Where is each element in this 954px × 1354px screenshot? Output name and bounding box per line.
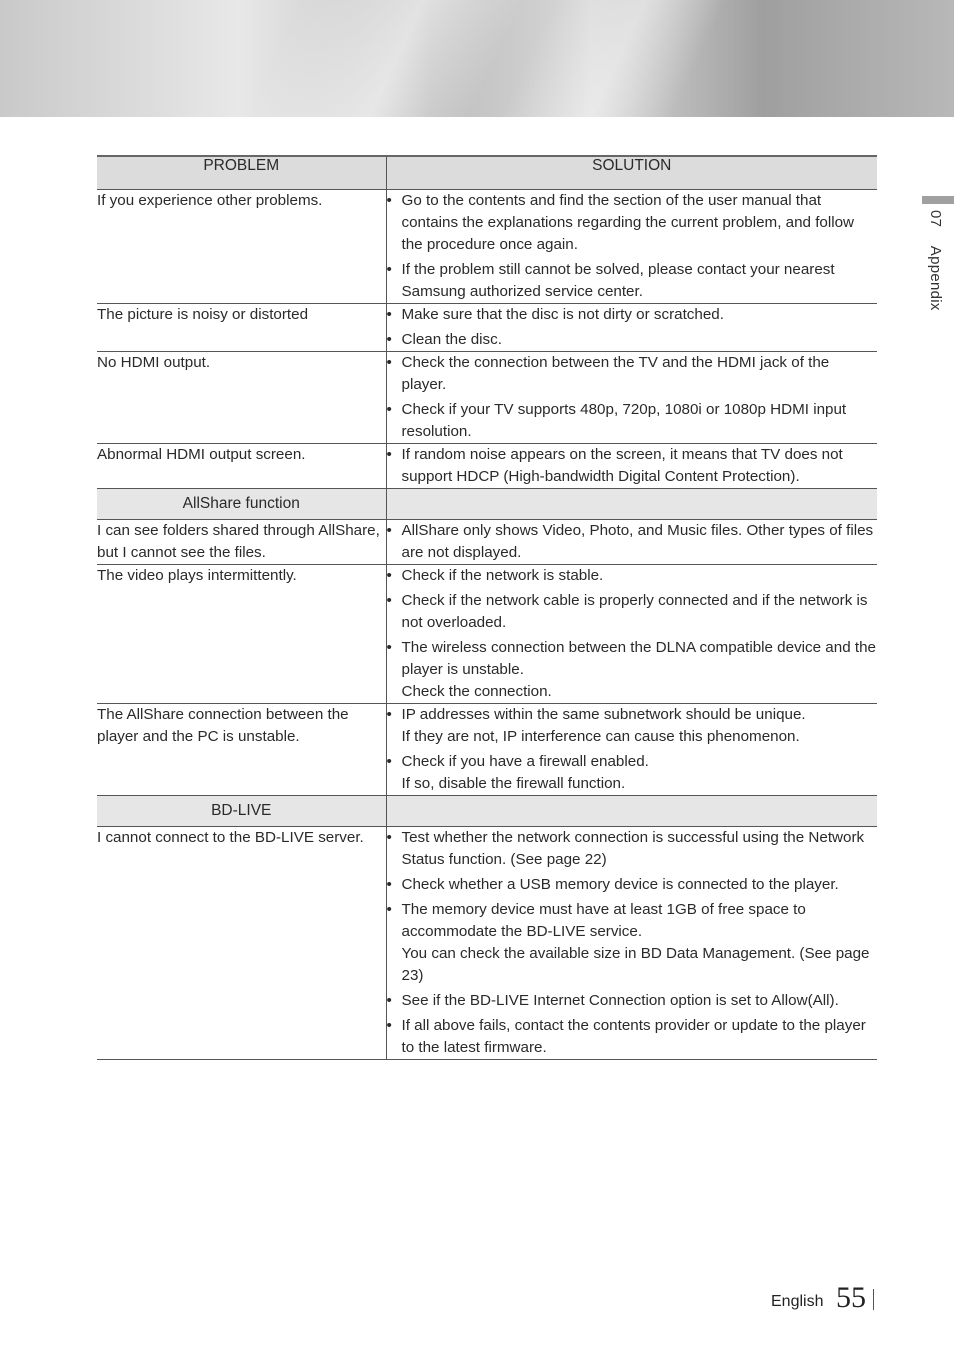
solution-item	[387, 399, 878, 443]
solution-cell	[386, 190, 877, 304]
solution-text: Check the connection.	[401, 683, 552, 700]
table-row	[97, 565, 877, 704]
solution-item	[387, 565, 878, 587]
solution-item	[387, 874, 878, 896]
solution-text: • Check if you have a firewall enabled.	[401, 753, 649, 770]
solution-cell	[386, 827, 877, 1060]
problem-cell: I can see folders shared through AllShare, but I cannot see the files.	[97, 520, 386, 565]
solution-cell	[386, 444, 877, 489]
problem-cell: The video plays intermittently.	[97, 565, 386, 704]
solution-item	[387, 304, 878, 326]
solution-item	[387, 899, 878, 987]
table-row	[97, 520, 877, 565]
solution-text: If they are not, IP interference can cause this phenomenon.	[401, 728, 800, 745]
solution-text: • IP addresses within the same subnetwork should be unique.	[401, 706, 806, 723]
side-tab-label: Appendix	[927, 245, 944, 311]
solution-item	[387, 704, 878, 748]
column-header-solution: SOLUTION	[386, 156, 877, 190]
problem-cell: I cannot connect to the BD-LIVE server.	[97, 827, 386, 1060]
solution-text: • Clean the disc.	[401, 331, 502, 348]
footer-language: English	[771, 1293, 824, 1310]
solution-text: • Check whether a USB memory device is connected to the player.	[401, 876, 839, 893]
header-banner	[0, 0, 954, 117]
solution-text: • If random noise appears on the screen, it means that TV does not support HDCP (High-bandwidth Digital Content Protection).	[401, 446, 843, 485]
solution-cell	[386, 520, 877, 565]
side-tab-marker	[922, 196, 954, 204]
footer-divider	[873, 1289, 874, 1310]
solution-cell	[386, 704, 877, 796]
solution-list	[387, 827, 878, 1059]
table-row	[97, 444, 877, 489]
solution-text: • Check if the network is stable.	[401, 567, 604, 584]
table-row	[97, 704, 877, 796]
solution-list	[387, 190, 878, 303]
section-header-row	[97, 796, 877, 827]
troubleshooting-table	[97, 155, 877, 1060]
solution-list	[387, 304, 878, 351]
section-title: BD-LIVE	[97, 796, 386, 827]
column-header-problem: PROBLEM	[97, 156, 386, 190]
table-row	[97, 304, 877, 352]
solution-text: • If all above fails, contact the contents provider or update to the player to the latest firmware.	[401, 1017, 866, 1056]
solution-list	[387, 352, 878, 443]
table-row	[97, 352, 877, 444]
solution-item	[387, 352, 878, 396]
solution-text: • Check the connection between the TV and the HDMI jack of the player.	[401, 354, 830, 393]
solution-text: • If the problem still cannot be solved, please contact your nearest Samsung authorized service center.	[401, 261, 835, 300]
solution-text: • Check if the network cable is properly connected and if the network is not overloaded.	[401, 592, 868, 631]
problem-cell: The AllShare connection between the player and the PC is unstable.	[97, 704, 386, 796]
solution-text: • The wireless connection between the DLNA compatible device and the player is unstable.	[401, 639, 876, 678]
solution-cell	[386, 565, 877, 704]
problem-cell: The picture is noisy or distorted	[97, 304, 386, 352]
solution-text: • Make sure that the disc is not dirty or scratched.	[401, 306, 724, 323]
problem-cell: Abnormal HDMI output screen.	[97, 444, 386, 489]
table-body	[97, 190, 877, 1060]
solution-list	[387, 444, 878, 488]
solution-item	[387, 827, 878, 871]
solution-list	[387, 704, 878, 795]
solution-text: • Go to the contents and find the section of the user manual that contains the explanations regarding the current problem, and follow the procedure once again.	[401, 192, 855, 253]
solution-item	[387, 190, 878, 256]
solution-item	[387, 444, 878, 488]
solution-item	[387, 751, 878, 795]
section-blank-cell	[386, 489, 877, 520]
solution-item	[387, 329, 878, 351]
solution-item	[387, 637, 878, 703]
solution-list	[387, 565, 878, 703]
solution-text: • Check if your TV supports 480p, 720p, 1080i or 1080p HDMI input resolution.	[401, 401, 847, 440]
solution-item	[387, 1015, 878, 1059]
solution-item	[387, 990, 878, 1012]
page-number: 55	[836, 1281, 866, 1314]
solution-text: You can check the available size in BD Data Management. (See page 23)	[401, 945, 870, 984]
solution-text: • AllShare only shows Video, Photo, and Music files. Other types of files are not displayed.	[401, 522, 874, 561]
solution-cell	[386, 352, 877, 444]
problem-cell: No HDMI output.	[97, 352, 386, 444]
section-blank-cell	[386, 796, 877, 827]
table-header-row	[97, 156, 877, 190]
solution-list	[387, 520, 878, 564]
section-header-row	[97, 489, 877, 520]
problem-cell: If you experience other problems.	[97, 190, 386, 304]
solution-text: • Test whether the network connection is successful using the Network Status function. (See page 22)	[401, 829, 865, 868]
side-tab	[927, 210, 944, 311]
solution-text: If so, disable the firewall function.	[401, 775, 626, 792]
solution-text: • See if the BD-LIVE Internet Connection option is set to Allow(All).	[401, 992, 839, 1009]
side-tab-number: 07	[927, 210, 944, 228]
solution-cell	[386, 304, 877, 352]
solution-item	[387, 259, 878, 303]
section-title: AllShare function	[97, 489, 386, 520]
table-row	[97, 827, 877, 1060]
solution-text: • The memory device must have at least 1GB of free space to accommodate the BD-LIVE service.	[401, 901, 806, 940]
solution-item	[387, 520, 878, 564]
table-row	[97, 190, 877, 304]
solution-item	[387, 590, 878, 634]
